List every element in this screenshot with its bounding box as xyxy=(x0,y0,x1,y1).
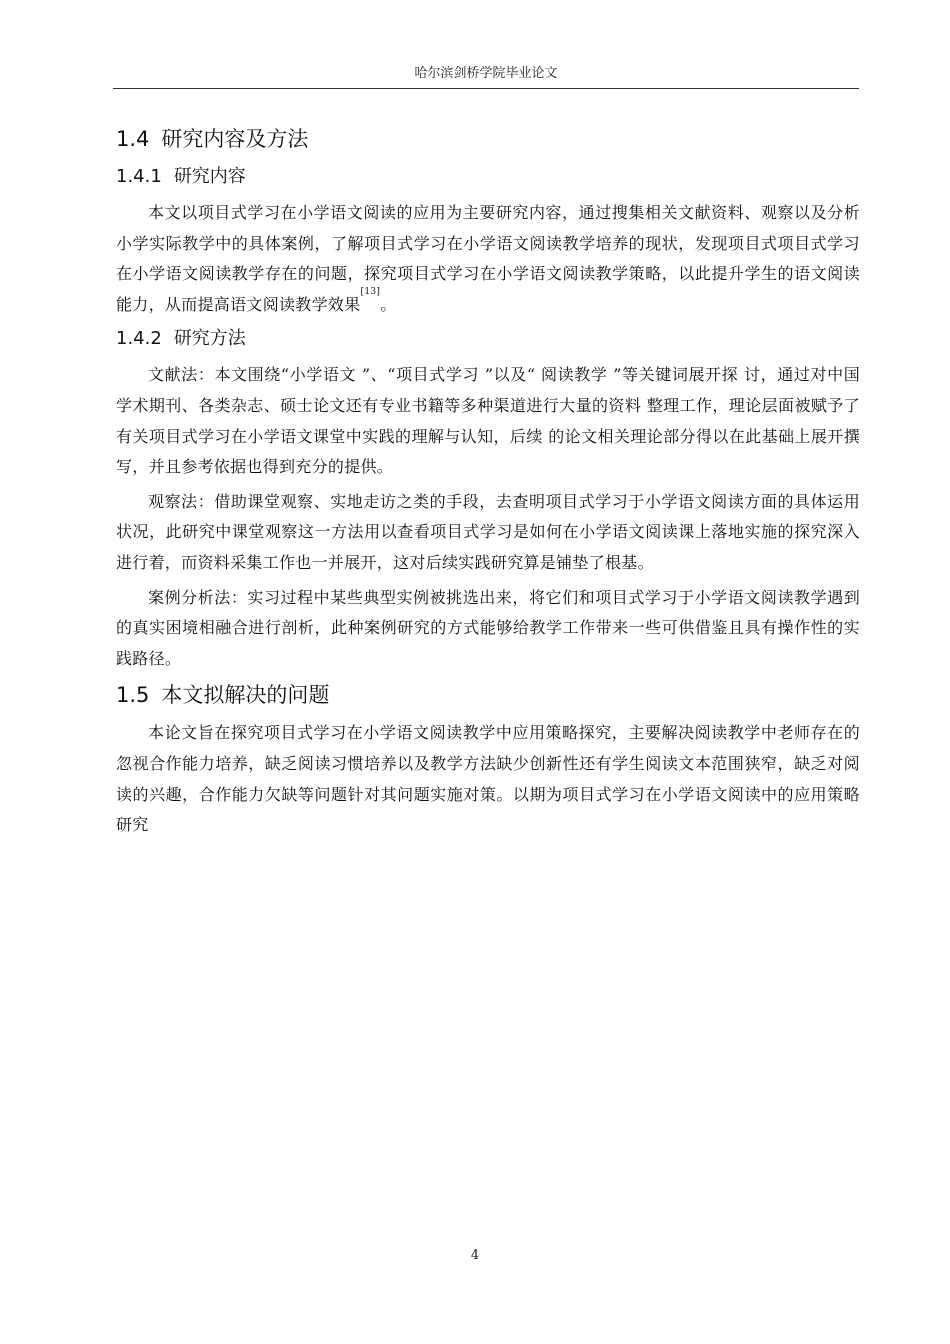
document-body xyxy=(116,120,860,841)
subsection-title: 研究方法 xyxy=(173,328,246,350)
section-title: 研究内容及方法 xyxy=(161,127,309,151)
section-title: 本文拟解决的问题 xyxy=(161,683,330,708)
subsection-heading-1-4-1 xyxy=(116,160,860,194)
header-title: 哈尔滨剑桥学院毕业论文 xyxy=(414,66,558,81)
page-header xyxy=(113,64,859,89)
subsection-title: 研究内容 xyxy=(173,166,246,187)
subsection-heading-1-4-2 xyxy=(116,322,860,356)
paragraph-text: 本文以项目式学习在小学语文阅读的应用为主要研究内容，通过搜集相关文献资料、观察以及分析小学实际教学中的具体案例，了解项目式学习在小学语文阅读教学培养的现状，发现项目式项目式学习在小学语文阅读教学存在的问题，探究项目式学习在小学语文阅读教学策略，以此提升学生的语文阅读能力，从而提高语文阅读教学效果 xyxy=(116,203,860,314)
paragraph-research-content xyxy=(116,198,860,320)
section-heading-1-4 xyxy=(116,120,860,158)
citation-reference[interactable]: [13] xyxy=(360,286,381,297)
section-heading-1-5 xyxy=(116,676,860,714)
paragraph-end: 。 xyxy=(380,294,397,314)
paragraph-problems-to-solve: 本论文旨在探究项目式学习在小学语文阅读教学中应用策略探究，主要解决阅读教学中老师存在的忽视合作能力培养，缺乏阅读习惯培养以及教学方法缺少创新性还有学生阅读文本范围狭窄，缺乏对阅读的兴趣，合作能力欠缺等问题针对其问题实施对策。以期为项目式学习在小学语文阅读中的应用策略研究 xyxy=(116,723,860,835)
paragraph-observation-method: 观察法：借助课堂观察、实地走访之类的手段，去查明项目式学习于小学语文阅读方面的具体运用状况，此研究中课堂观察这一方法用以查看项目式学习是如何在小学语文阅读课上落地实施的探究深入进行着，而资料采集工作也一并展开，这对后续实践研究算是铺垫了根基。 xyxy=(116,491,860,572)
section-number: 1.4 xyxy=(116,127,150,151)
paragraph-literature-method: 文献法：本文围绕“小学语文 ”、“项目式学习 ”以及“ 阅读教学 ”等关键词展开探 讨，通过对中国学术期刊、各类杂志、硕士论文还有专业书籍等多种渠道进行大量的资料 整理工作，理论层面被赋予了有关项目式学习在小学语文课堂中实践的理解与认知，后续 的论文相关理论部分得以在此基础上展开撰写，并且参考依据也得到充分的提供。 xyxy=(116,365,860,477)
page-number: 4 xyxy=(470,1248,480,1263)
section-number: 1.5 xyxy=(116,683,150,708)
subsection-number: 1.4.1 xyxy=(116,166,162,187)
subsection-number: 1.4.2 xyxy=(116,328,162,350)
paragraph-case-analysis-method: 案例分析法：实习过程中某些典型实例被挑选出来，将它们和项目式学习于小学语文阅读教学遇到的真实困境相融合进行剖析，此种案例研究的方式能够给教学工作带来一些可供借鉴且具有操作性的实践路径。 xyxy=(116,587,860,668)
